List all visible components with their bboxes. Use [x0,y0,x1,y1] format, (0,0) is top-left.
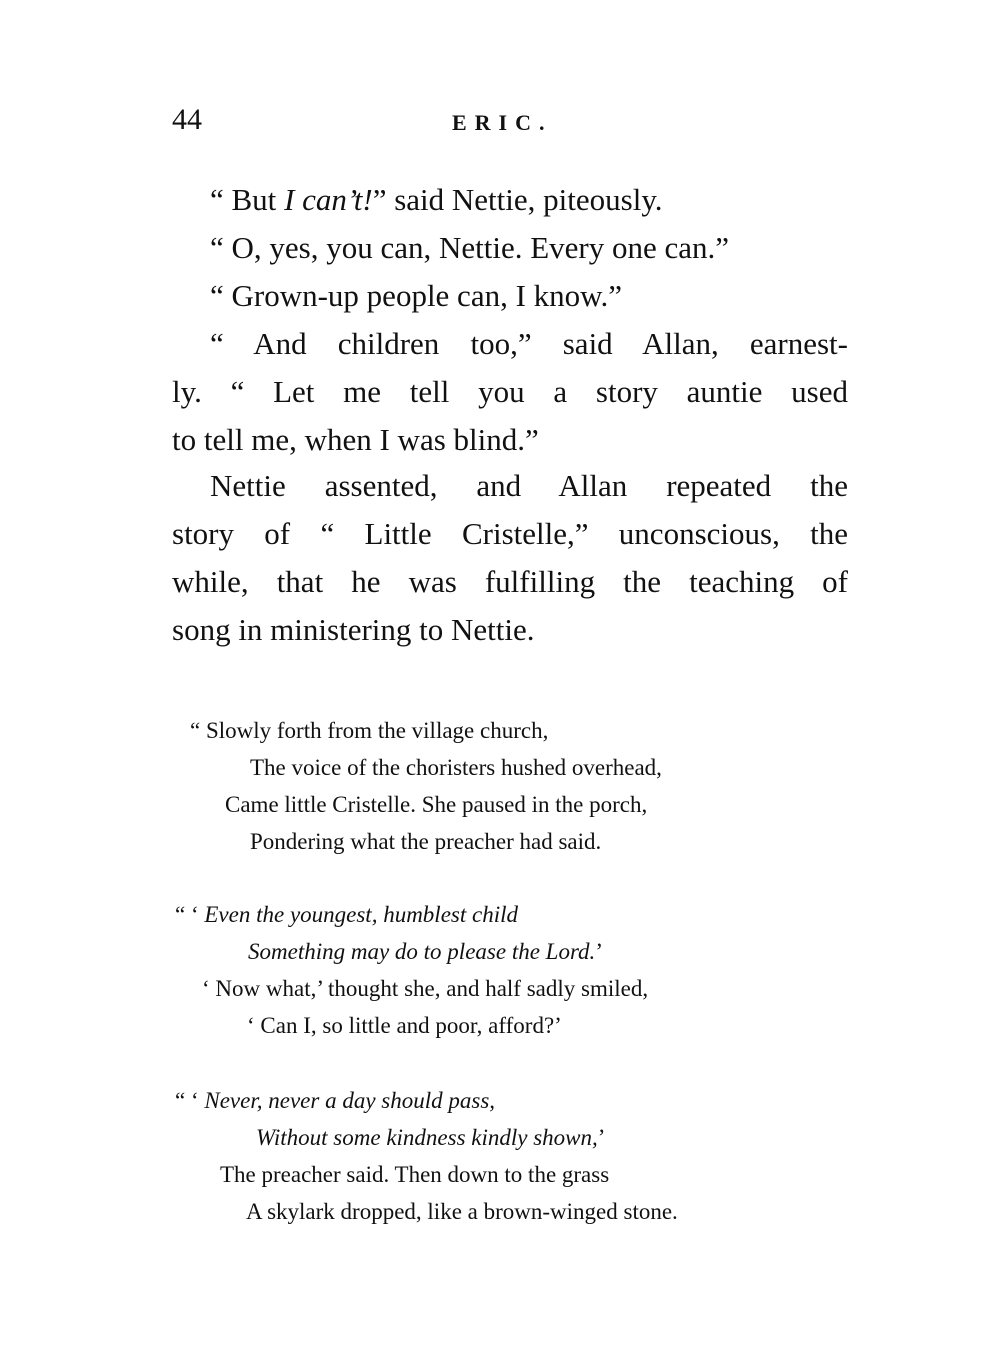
paragraph-allan [172,320,848,464]
verse-text: The preacher said. Then down to the grass [220,1162,610,1187]
poem-line [175,896,518,933]
paragraph-line: song in ministering to Nettie. [172,612,535,647]
poem-line [225,786,647,823]
page-number: 44 [172,103,202,136]
verse-text: Something may do to please the Lord. [248,939,596,964]
verse-text: The voice of the choristers hushed overhead, [250,755,662,780]
paragraph-line: ly. “ Let me tell you a story auntie used [172,374,848,409]
verse-text: ‘ Can I, so little and poor, afford?’ [247,1013,562,1038]
poem-line [175,1082,495,1119]
dialogue-text: “ But [210,182,285,217]
dialogue-line: “ Grown-up people can, I know.” [210,278,623,313]
verse-text: Even the youngest, humblest child [204,902,518,927]
verse-text: Pondering what the preacher had said. [250,829,602,854]
poem-line [246,1193,678,1230]
closing-quote: ’ [595,939,603,964]
opening-quote: “ ‘ [175,1088,205,1113]
opening-quote: “ ‘ [175,902,205,927]
poem-line [250,823,601,860]
opening-quote: “ [190,718,206,743]
verse-text: Slowly forth from the village church, [205,718,549,743]
paragraph-line: to tell me, when I was blind.” [172,422,539,457]
dialogue-line [172,176,848,224]
poem-line [190,712,548,749]
dialogue-text: ” said Nettie, piteously. [372,182,663,217]
verse-text: Never, never a day should pass, [204,1088,496,1113]
paragraph-line: Nettie assented, and Allan repeated the [210,468,848,503]
dialogue-block [172,176,848,320]
poem-line [248,933,603,970]
poem-line [202,970,648,1007]
paragraph-nettie [172,462,848,654]
verse-text: Without some kindness kindly shown, [256,1125,598,1150]
paragraph-line: story of “ Little Cristelle,” unconscious, the [172,516,848,551]
verse-text: ‘ Now what,’ thought she, and half sadly smiled, [202,976,649,1001]
paragraph-line: “ And children too,” said Allan, earnest- [210,326,848,361]
paragraph-line: while, that he was fulfilling the teaching of [172,564,848,599]
poem-line [220,1156,609,1193]
closing-quote: ’ [597,1125,606,1150]
emphasis-text: I can’t! [284,182,373,217]
dialogue-line: “ O, yes, you can, Nettie. Every one can.” [210,230,730,265]
poem-line [247,1007,562,1044]
verse-text: Came little Cristelle. She paused in the porch, [225,792,648,817]
verse-text: A skylark dropped, like a brown-winged stone. [246,1199,678,1224]
running-head: ERIC. [452,110,553,135]
poem-line [250,749,662,786]
poem-line [256,1119,605,1156]
